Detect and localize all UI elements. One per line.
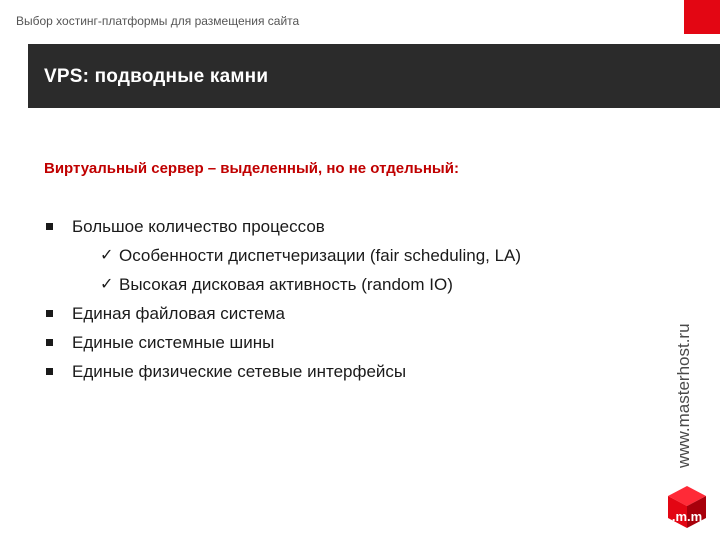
checkmark-icon: ✓ bbox=[100, 276, 114, 293]
presentation-topline: Выбор хостинг-платформы для размещения сайта bbox=[16, 14, 300, 28]
checkmark-icon: ✓ bbox=[100, 247, 114, 264]
bullet-text: Единые системные шины bbox=[72, 333, 275, 352]
square-bullet-icon bbox=[46, 339, 53, 346]
bullet-text: Большое количество процессов bbox=[72, 217, 325, 236]
website-url: www.masterhost.ru bbox=[674, 323, 693, 468]
bullet-text: Единая файловая система bbox=[72, 304, 285, 323]
sub-bullet-item bbox=[44, 270, 644, 299]
slide-subtitle: Виртуальный сервер – выделенный, но не отдельный: bbox=[44, 160, 459, 177]
square-bullet-icon bbox=[46, 310, 53, 317]
masterhost-logo bbox=[664, 484, 710, 530]
corner-accent-block bbox=[684, 0, 720, 34]
bullet-item bbox=[44, 357, 644, 386]
bullet-item bbox=[44, 299, 644, 328]
bullet-list bbox=[44, 212, 644, 386]
bullet-item bbox=[44, 328, 644, 357]
bullet-text: Единые физические сетевые интерфейсы bbox=[72, 362, 407, 381]
logo-text: .m.m bbox=[671, 509, 703, 524]
bullet-item bbox=[44, 212, 644, 241]
square-bullet-icon bbox=[46, 223, 53, 230]
slide-title-banner bbox=[28, 44, 720, 108]
sub-bullet-text: Высокая дисковая активность (random IO) bbox=[119, 275, 453, 294]
square-bullet-icon bbox=[46, 368, 53, 375]
slide-title: VPS: подводные камни bbox=[44, 66, 269, 87]
sub-bullet-item bbox=[44, 241, 644, 270]
sub-bullet-text: Особенности диспетчеризации (fair scheduling, LA) bbox=[119, 246, 522, 265]
